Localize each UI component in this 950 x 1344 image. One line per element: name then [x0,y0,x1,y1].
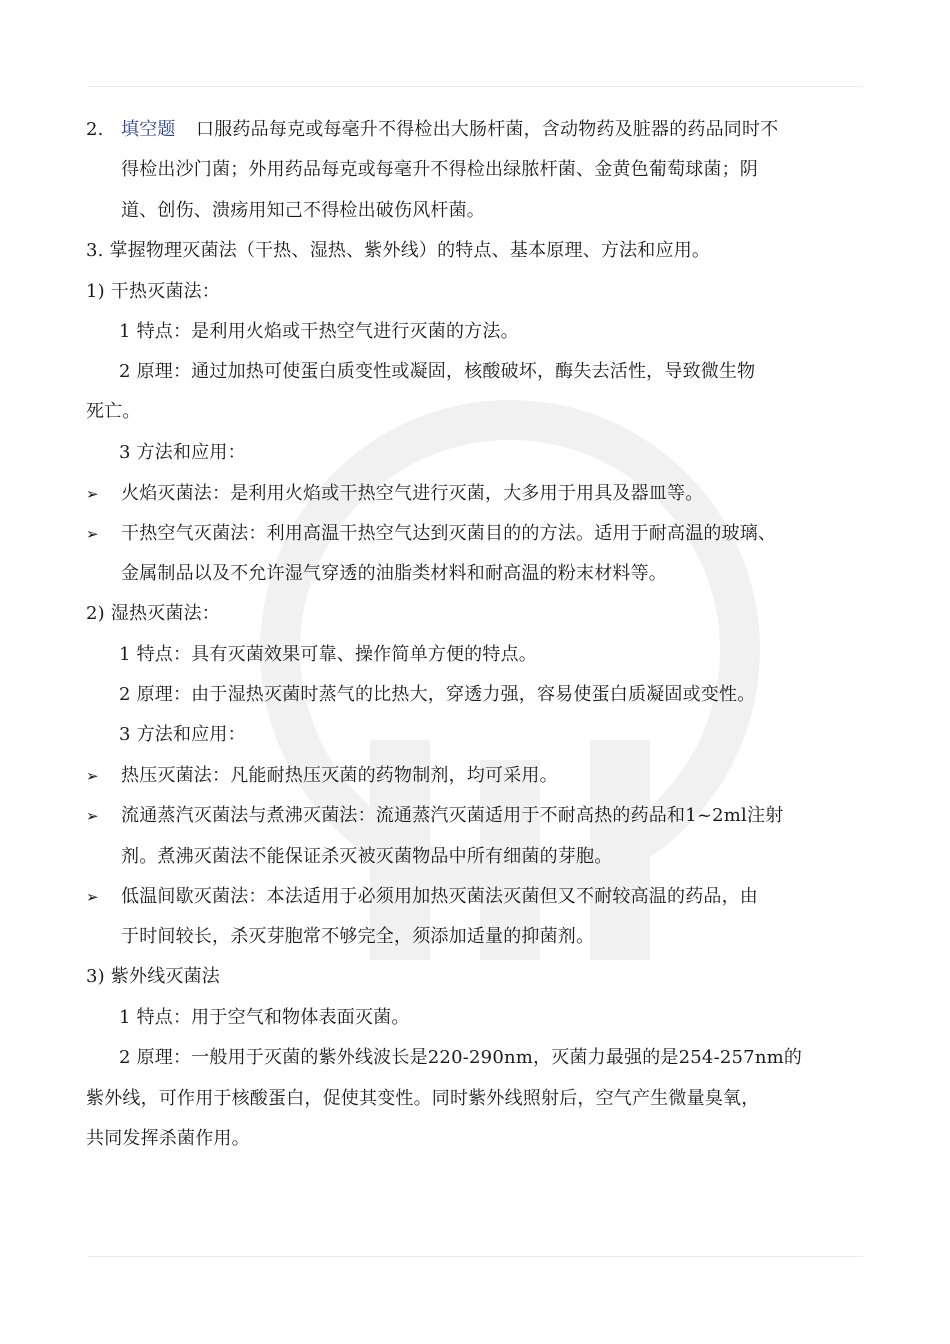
dry-heat-methods-label: 3 方法和应用： [119,442,246,463]
bullet-dry-air-cont: 金属制品以及不允许湿气穿透的油脂类材料和耐高温的粉末材料等。 [121,563,667,584]
moist-heat-methods-label: 3 方法和应用： [119,724,246,745]
dry-heat-feature: 1 特点：是利用火焰或干热空气进行灭菌的方法。 [119,321,519,342]
item-2-number: 2. [86,119,104,140]
paragraph-line: 得检出沙门菌；外用药品每克或每毫升不得检出绿脓杆菌、金黄色葡萄球菌；阴 [121,159,758,180]
watermark-logo-icon [250,320,770,1020]
bullet-tyndallization-cont: 于时间较长，杀灭芽胞常不够完全，须添加适量的抑菌剂。 [121,926,595,947]
section-3-heading: 3. 掌握物理灭菌法（干热、湿热、紫外线）的特点、基本原理、方法和应用。 [86,240,711,261]
moist-heat-feature: 1 特点：具有灭菌效果可靠、操作简单方便的特点。 [119,644,537,665]
dry-heat-principle-cont: 死亡。 [86,401,141,422]
header-rule [87,86,863,87]
subsection-moist-heat-heading: 2) 湿热灭菌法： [86,603,220,624]
dry-heat-principle: 2 原理：通过加热可使蛋白质变性或凝固，核酸破坏，酶失去活性，导致微生物 [119,361,756,382]
subsection-uv-heading: 3) 紫外线灭菌法 [86,966,220,987]
arrow-bullet-icon: ➢ [86,525,99,543]
bullet-dry-air-sterilization: 干热空气灭菌法：利用高温干热空气达到灭菌目的的方法。适用于耐高温的玻璃、 [121,523,777,544]
paragraph-line: 道、创伤、溃疡用知己不得检出破伤风杆菌。 [121,200,485,221]
arrow-bullet-icon: ➢ [86,888,99,906]
arrow-bullet-icon: ➢ [86,807,99,825]
uv-principle-cont: 紫外线，可作用于核酸蛋白，促使其变性。同时紫外线照射后，空气产生微量臭氧， [86,1088,760,1109]
subsection-dry-heat-heading: 1) 干热灭菌法： [86,281,220,302]
arrow-bullet-icon: ➢ [86,485,99,503]
bullet-steam-boiling: 流通蒸汽灭菌法与煮沸灭菌法：流通蒸汽灭菌适用于不耐高热的药品和1~2ml注射 [121,805,784,826]
bullet-tyndallization: 低温间歇灭菌法：本法适用于必须用加热灭菌法灭菌但又不耐较高温的药品，由 [121,886,758,907]
uv-feature: 1 特点：用于空气和物体表面灭菌。 [119,1007,410,1028]
moist-heat-principle: 2 原理：由于湿热灭菌时蒸气的比热大，穿透力强，容易使蛋白质凝固或变性。 [119,684,756,705]
uv-principle-end: 共同发挥杀菌作用。 [86,1128,250,1149]
arrow-bullet-icon: ➢ [86,767,99,785]
paragraph-line: 口服药品每克或每毫升不得检出大肠杆菌，含动物药及脏器的药品同时不 [196,119,779,140]
fill-blank-link[interactable]: 填空题 [121,119,176,140]
bullet-autoclave: 热压灭菌法：凡能耐热压灭菌的药物制剂，均可采用。 [121,765,558,786]
bullet-steam-boiling-cont: 剂。煮沸灭菌法不能保证杀灭被灭菌物品中所有细菌的芽胞。 [121,846,613,867]
uv-principle: 2 原理：一般用于灭菌的紫外线波长是220-290nm，灭菌力最强的是254-257nm的 [119,1047,803,1068]
footer-rule [87,1256,863,1257]
bullet-flame-sterilization: 火焰灭菌法：是利用火焰或干热空气进行灭菌，大多用于用具及器皿等。 [121,483,704,504]
